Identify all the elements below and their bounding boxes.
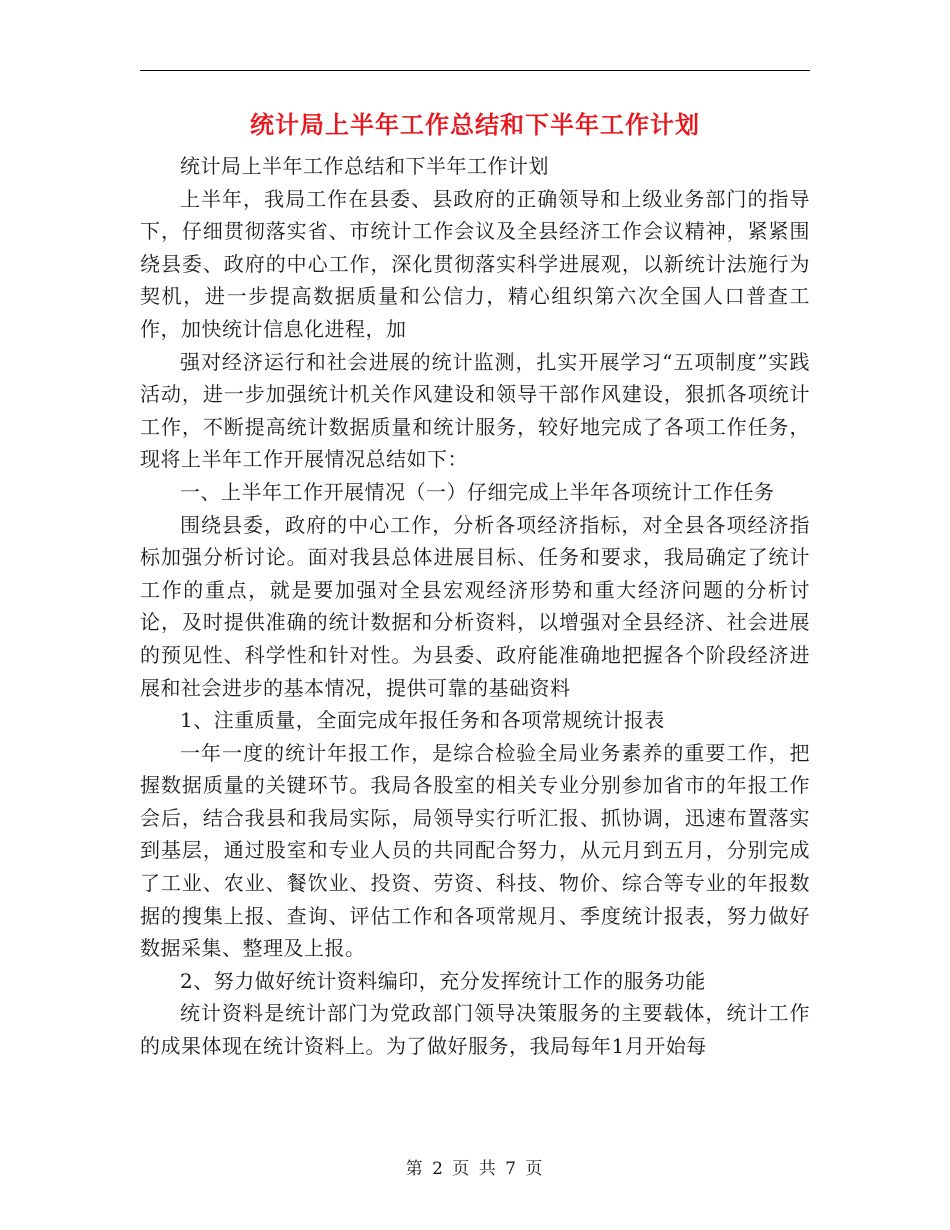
paragraph-intro-continued: 强对经济运行和社会进展的统计监测，扎实开展学习“五项制度”实践活动，进一步加强统计机关作风建设和领导干部作风建设，狠抓各项统计工作，不断提高统计数据质量和统计服务，较好地完成了各项工作任务，现将上半年工作开展情况总结如下： <box>140 349 810 472</box>
paragraph-analysis: 围绕县委，政府的中心工作，分析各项经济指标，对全县各项经济指标加强分析讨论。面对我县总体进展目标、任务和要求，我局确定了统计工作的重点，就是要加强对全县宏观经济形势和重大经济问题的分析讨论，及时提供准确的统计数据和分析资料，以增强对全县经济、社会进展的预见性、科学性和针对性。为县委、政府能准确地把握各个阶段经济进展和社会进步的基本情况，提供可靠的基础资料 <box>140 512 810 700</box>
paragraph-subtitle: 统计局上半年工作总结和下半年工作计划 <box>180 154 549 178</box>
section-heading-1: 一、上半年工作开展情况（一）仔细完成上半年各项统计工作任务 <box>180 479 775 504</box>
paragraph-annual-report: 一年一度的统计年报工作，是综合检验全局业务素养的重要工作，把握数据质量的关键环节。我局各股室的相关专业分别参加省市的年报工作会后，结合我县和我局实际，局领导实行听汇报、抓协调，迅速布置落实到基层，通过股室和专业人员的共同配合努力，从元月到五月，分别完成了工业、农业、餐饮业、投资、劳资、科技、物价、综合等专业的年报数据的搜集上报、查询、评估工作和各项常规月、季度统计报表，努力做好数据采集、整理及上报。 <box>140 740 810 961</box>
document-body <box>140 150 810 1063</box>
paragraph-intro: 上半年，我局工作在县委、县政府的正确领导和上级业务部门的指导下，仔细贯彻落实省、市统计工作会议及全县经济工作会议精神，紧紧围绕县委、政府的中心工作，深化贯彻落实科学进展观，以新统计法施行为契机，进一步提高数据质量和公信力，精心组织第六次全国人口普查工作，加快统计信息化进程，加 <box>140 186 810 341</box>
subheading-compilation: 2、努力做好统计资料编印，充分发挥统计工作的服务功能 <box>180 968 706 993</box>
paragraph-statistical-materials: 统计资料是统计部门为党政部门领导决策服务的主要载体，统计工作的成果体现在统计资料上。为了做好服务，我局每年1月开始每 <box>140 1001 810 1059</box>
subheading-quality: 1、注重质量，全面完成年报任务和各项常规统计报表 <box>180 708 665 733</box>
document-title: 统计局上半年工作总结和下半年工作计划 <box>250 110 700 139</box>
page-number-footer: 第 2 页 共 7 页 <box>405 1159 545 1179</box>
header-rule <box>140 70 810 71</box>
